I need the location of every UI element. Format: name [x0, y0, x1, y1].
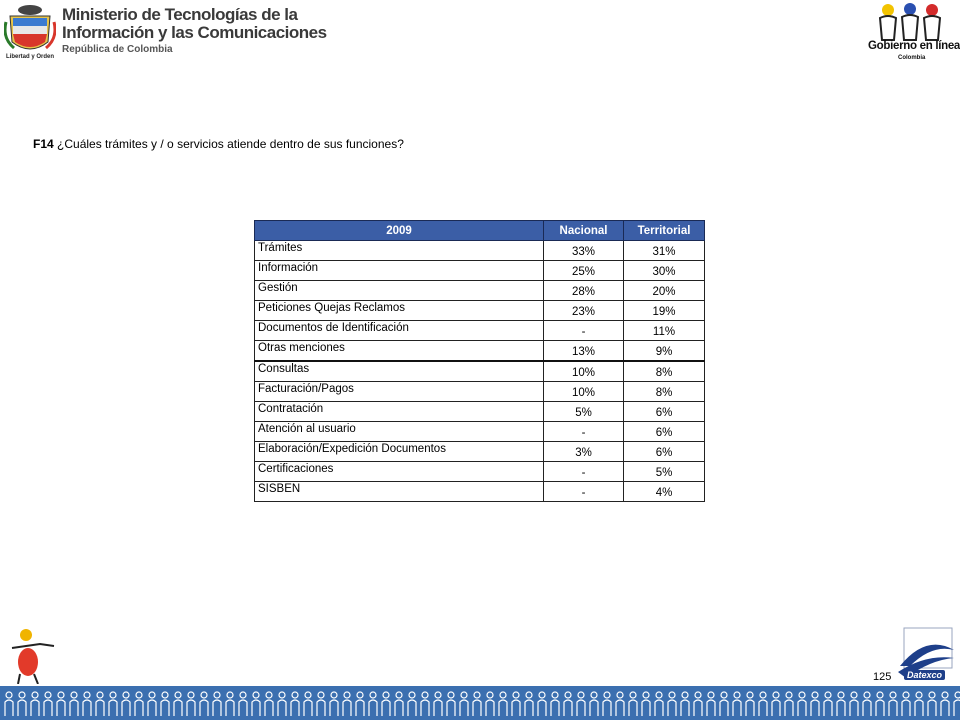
- table-row: [255, 462, 705, 482]
- band-figure: [876, 692, 884, 716]
- band-figure: [304, 692, 312, 716]
- table-row: [255, 321, 705, 341]
- band-figure: [915, 692, 923, 716]
- band-figure: [811, 692, 819, 716]
- band-figure: [551, 692, 559, 716]
- band-figure: [395, 692, 403, 716]
- header-territorial: Territorial: [624, 221, 705, 241]
- row-label: Trámites: [255, 241, 544, 261]
- datexco-text: Datexco: [904, 670, 945, 680]
- row-territorial-value: 11%: [624, 321, 705, 341]
- ministry-name-line1: Ministerio de Tecnologías de la: [62, 5, 298, 24]
- band-figure: [590, 692, 598, 716]
- row-territorial-value: 19%: [624, 301, 705, 321]
- header-year: 2009: [255, 221, 544, 241]
- ministry-logo: [4, 2, 327, 66]
- band-figure: [928, 692, 936, 716]
- republic-text: República de Colombia: [62, 44, 173, 55]
- band-figure: [460, 692, 468, 716]
- row-nacional-value: 23%: [544, 301, 624, 321]
- page-number: 125: [873, 671, 892, 683]
- band-figure: [70, 692, 78, 716]
- row-label: Elaboración/Expedición Documentos: [255, 442, 544, 462]
- table-row: [255, 281, 705, 301]
- band-figure: [564, 692, 572, 716]
- footer-band: [0, 686, 960, 720]
- people-pattern-icon: [0, 686, 960, 720]
- gobierno-country-text: Colombia: [898, 55, 926, 61]
- row-nacional-value: 10%: [544, 382, 624, 402]
- question-text: ¿Cuáles trámites y / o servicios atiende dentro de sus funciones?: [57, 137, 404, 151]
- band-figure: [83, 692, 91, 716]
- band-figure: [174, 692, 182, 716]
- row-territorial-value: 30%: [624, 261, 705, 281]
- band-figure: [148, 692, 156, 716]
- row-nacional-value: 28%: [544, 281, 624, 301]
- ministry-name-line2: Información y las Comunicaciones: [62, 23, 327, 42]
- row-label: Consultas: [255, 361, 544, 382]
- row-label: Otras menciones: [255, 341, 544, 362]
- band-figure: [291, 692, 299, 716]
- band-figure: [330, 692, 338, 716]
- band-figure: [486, 692, 494, 716]
- row-label: Documentos de Identificación: [255, 321, 544, 341]
- band-figure: [863, 692, 871, 716]
- gobierno-en-linea-text: Gobierno en línea: [868, 40, 960, 52]
- table-row: [255, 402, 705, 422]
- table-row: [255, 422, 705, 442]
- band-figure: [824, 692, 832, 716]
- band-figure: [356, 692, 364, 716]
- header-nacional: Nacional: [544, 221, 624, 241]
- band-figure: [655, 692, 663, 716]
- band-figure: [889, 692, 897, 716]
- row-label: SISBEN: [255, 482, 544, 502]
- band-figure: [850, 692, 858, 716]
- band-figure: [954, 692, 960, 716]
- band-figure: [265, 692, 273, 716]
- band-figure: [278, 692, 286, 716]
- band-figure: [343, 692, 351, 716]
- band-figure: [317, 692, 325, 716]
- row-label: Atención al usuario: [255, 422, 544, 442]
- row-territorial-value: 8%: [624, 361, 705, 382]
- row-nacional-value: -: [544, 422, 624, 442]
- row-label: Información: [255, 261, 544, 281]
- band-figure: [161, 692, 169, 716]
- row-territorial-value: 5%: [624, 462, 705, 482]
- table-row: [255, 482, 705, 502]
- band-figure: [577, 692, 585, 716]
- band-figure: [603, 692, 611, 716]
- row-label: Certificaciones: [255, 462, 544, 482]
- band-figure: [447, 692, 455, 716]
- band-figure: [434, 692, 442, 716]
- row-nacional-value: -: [544, 482, 624, 502]
- datexco-logo: [896, 626, 956, 686]
- band-figure: [122, 692, 130, 716]
- band-figure: [772, 692, 780, 716]
- band-figure: [31, 692, 39, 716]
- band-figure: [408, 692, 416, 716]
- band-figure: [44, 692, 52, 716]
- row-territorial-value: 4%: [624, 482, 705, 502]
- question-line: [33, 137, 404, 151]
- table-row: [255, 301, 705, 321]
- row-territorial-value: 9%: [624, 341, 705, 362]
- table-row: [255, 341, 705, 362]
- table-row: [255, 261, 705, 281]
- band-figure: [941, 692, 949, 716]
- band-figure: [720, 692, 728, 716]
- row-territorial-value: 8%: [624, 382, 705, 402]
- band-figure: [629, 692, 637, 716]
- row-label: Gestión: [255, 281, 544, 301]
- row-nacional-value: 25%: [544, 261, 624, 281]
- table-row: [255, 241, 705, 261]
- table-row: [255, 382, 705, 402]
- row-nacional-value: 10%: [544, 361, 624, 382]
- band-figure: [200, 692, 208, 716]
- row-territorial-value: 31%: [624, 241, 705, 261]
- table-row: [255, 361, 705, 382]
- band-figure: [681, 692, 689, 716]
- band-figure: [616, 692, 624, 716]
- band-figure: [473, 692, 481, 716]
- band-figure: [96, 692, 104, 716]
- band-figure: [512, 692, 520, 716]
- question-code: F14: [33, 137, 54, 151]
- band-figure: [18, 692, 26, 716]
- row-nacional-value: 13%: [544, 341, 624, 362]
- band-figure: [421, 692, 429, 716]
- band-figure: [226, 692, 234, 716]
- row-nacional-value: 33%: [544, 241, 624, 261]
- band-figure: [837, 692, 845, 716]
- row-label: Facturación/Pagos: [255, 382, 544, 402]
- gobierno-mascot-icon: [10, 628, 62, 684]
- table-row: [255, 442, 705, 462]
- gobierno-en-linea-logo: [868, 2, 960, 68]
- row-territorial-value: 6%: [624, 402, 705, 422]
- table-header-row: [255, 221, 705, 241]
- band-figure: [668, 692, 676, 716]
- band-figure: [733, 692, 741, 716]
- row-nacional-value: -: [544, 321, 624, 341]
- band-figure: [525, 692, 533, 716]
- band-figure: [252, 692, 260, 716]
- band-figure: [382, 692, 390, 716]
- band-figure: [239, 692, 247, 716]
- row-territorial-value: 6%: [624, 422, 705, 442]
- band-figure: [135, 692, 143, 716]
- row-label: Peticiones Quejas Reclamos: [255, 301, 544, 321]
- row-territorial-value: 20%: [624, 281, 705, 301]
- row-nacional-value: -: [544, 462, 624, 482]
- band-figure: [902, 692, 910, 716]
- band-figure: [213, 692, 221, 716]
- band-figure: [785, 692, 793, 716]
- row-territorial-value: 6%: [624, 442, 705, 462]
- results-table: [254, 220, 705, 502]
- band-figure: [5, 692, 13, 716]
- band-figure: [694, 692, 702, 716]
- band-figure: [798, 692, 806, 716]
- band-figure: [538, 692, 546, 716]
- band-figure: [109, 692, 117, 716]
- band-figure: [57, 692, 65, 716]
- band-figure: [369, 692, 377, 716]
- row-nacional-value: 3%: [544, 442, 624, 462]
- motto-text: Libertad y Orden: [6, 54, 55, 60]
- band-figure: [187, 692, 195, 716]
- gobierno-en-linea-figures-icon: [874, 2, 946, 42]
- band-figure: [759, 692, 767, 716]
- band-figure: [642, 692, 650, 716]
- band-figure: [746, 692, 754, 716]
- band-figure: [707, 692, 715, 716]
- row-label: Contratación: [255, 402, 544, 422]
- band-figure: [499, 692, 507, 716]
- row-nacional-value: 5%: [544, 402, 624, 422]
